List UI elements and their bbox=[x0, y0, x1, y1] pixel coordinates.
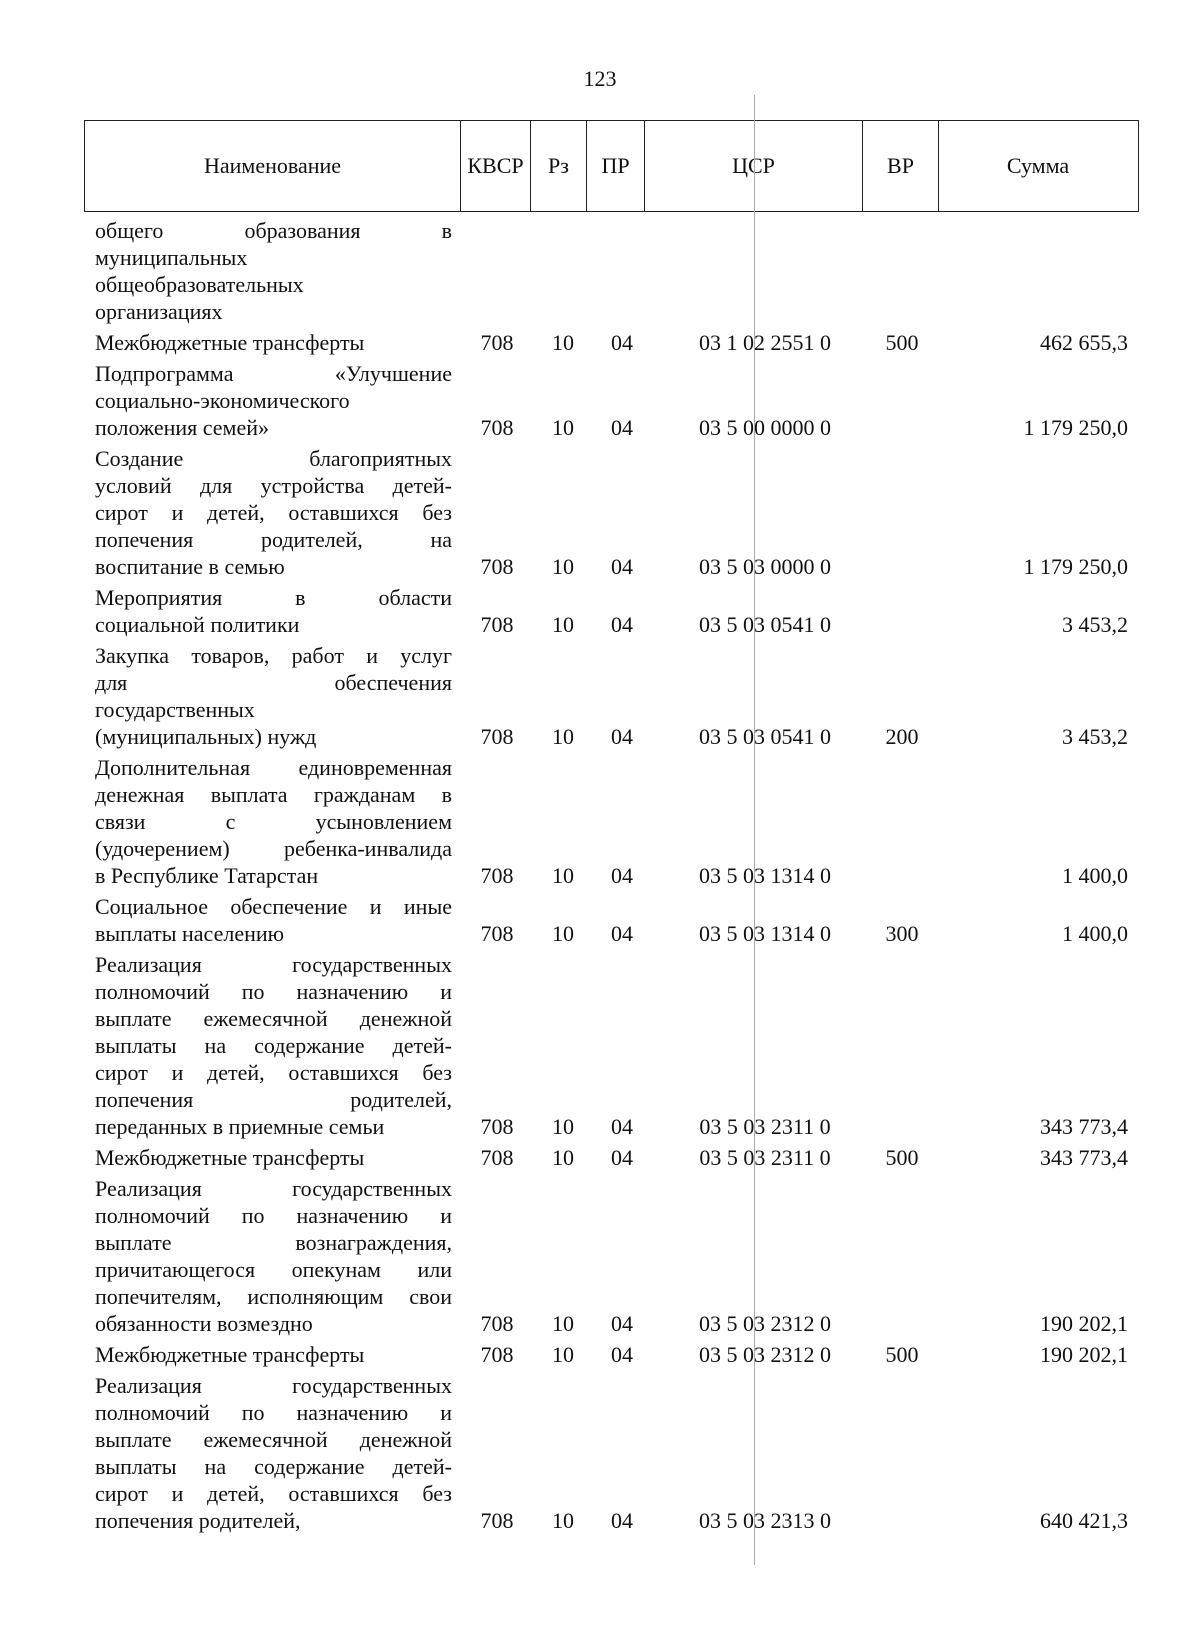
cell-rz: 10 bbox=[552, 1145, 574, 1170]
cell-sum: 640 421,3 bbox=[1040, 1508, 1128, 1533]
row-name-line: Межбюджетные трансферты bbox=[95, 1145, 365, 1170]
cell-rz: 10 bbox=[552, 1114, 574, 1139]
cell-sum: 190 202,1 bbox=[1040, 1311, 1128, 1336]
header-sum: Сумма bbox=[938, 121, 1137, 211]
table-row bbox=[0, 584, 1200, 638]
cell-sum: 3 453,2 bbox=[1062, 724, 1128, 749]
cell-vr: 500 bbox=[885, 1145, 919, 1170]
row-name-line: Подпрограмма «Улучшение bbox=[95, 361, 452, 386]
row-name-line: сирот и детей, оставшихся без bbox=[95, 1060, 452, 1085]
cell-sum: 1 179 250,0 bbox=[1023, 415, 1128, 440]
table-row bbox=[0, 754, 1200, 889]
cell-vr: 500 bbox=[885, 330, 919, 355]
cell-rz: 10 bbox=[552, 415, 574, 440]
header-vr: ВР bbox=[862, 121, 938, 211]
row-name-line: обязанности возмездно bbox=[95, 1311, 313, 1336]
header-name: Наименование bbox=[203, 153, 342, 178]
table-row bbox=[0, 642, 1200, 750]
row-name bbox=[95, 360, 452, 441]
cell-pr: 04 bbox=[611, 415, 633, 440]
row-name-line: (удочерением) ребенка-инвалида bbox=[95, 836, 452, 861]
cell-sum: 1 179 250,0 bbox=[1023, 554, 1128, 579]
cell-kvsr: 708 bbox=[480, 330, 514, 355]
row-name-line: положения семей» bbox=[95, 415, 270, 440]
row-name-line: выплате ежемесячной денежной bbox=[95, 1427, 452, 1452]
cell-pr: 04 bbox=[611, 1311, 633, 1336]
row-name bbox=[95, 217, 452, 325]
cell-pr: 04 bbox=[611, 612, 633, 637]
cell-vr: 500 bbox=[885, 1342, 919, 1367]
cell-csr: 03 5 03 0000 0 bbox=[699, 554, 831, 579]
cell-csr: 03 1 02 2551 0 bbox=[699, 330, 831, 355]
row-name-line: попечения родителей, на bbox=[95, 527, 452, 552]
cell-csr: 03 5 03 2312 0 bbox=[699, 1342, 831, 1367]
row-name-line: переданных в приемные семьи bbox=[95, 1114, 385, 1139]
row-name-line: социально-экономического bbox=[95, 388, 350, 413]
table-row bbox=[0, 951, 1200, 1140]
row-name bbox=[95, 1372, 452, 1534]
row-name-line: Закупка товаров, работ и услуг bbox=[95, 643, 452, 668]
row-name bbox=[95, 642, 452, 750]
row-name bbox=[95, 951, 452, 1140]
cell-pr: 04 bbox=[611, 1342, 633, 1367]
row-name-line: выплате вознаграждения, bbox=[95, 1230, 452, 1255]
row-name-line: сирот и детей, оставшихся без bbox=[95, 1481, 452, 1506]
table-row bbox=[0, 217, 1200, 325]
row-name bbox=[95, 893, 452, 947]
cell-kvsr: 708 bbox=[480, 1114, 514, 1139]
cell-rz: 10 bbox=[552, 330, 574, 355]
row-name bbox=[95, 584, 452, 638]
row-name-line: выплаты на содержание детей- bbox=[95, 1454, 452, 1479]
row-name-line: воспитание в семью bbox=[95, 554, 285, 579]
page-number: 123 bbox=[583, 66, 617, 91]
row-name-line: общеобразовательных bbox=[95, 272, 304, 297]
row-name-line: выплаты на содержание детей- bbox=[95, 1033, 452, 1058]
row-name-line: Реализация государственных bbox=[95, 1176, 452, 1201]
cell-pr: 04 bbox=[611, 330, 633, 355]
cell-csr: 03 5 03 0541 0 bbox=[699, 612, 831, 637]
row-name-line: полномочий по назначению и bbox=[95, 1400, 452, 1425]
header-kvsr: КВСР bbox=[460, 121, 530, 211]
cell-kvsr: 708 bbox=[480, 863, 514, 888]
cell-sum: 190 202,1 bbox=[1040, 1342, 1128, 1367]
cell-kvsr: 708 bbox=[480, 415, 514, 440]
row-name bbox=[95, 1341, 452, 1368]
cell-pr: 04 bbox=[611, 724, 633, 749]
cell-csr: 03 5 03 0541 0 bbox=[699, 724, 831, 749]
table-row bbox=[0, 893, 1200, 947]
row-name-line: Межбюджетные трансферты bbox=[95, 330, 365, 355]
table-row bbox=[0, 1144, 1200, 1171]
cell-rz: 10 bbox=[552, 863, 574, 888]
row-name-line: общего образования в bbox=[95, 218, 452, 243]
row-name-line: для обеспечения bbox=[95, 670, 452, 695]
cell-csr: 03 5 03 2312 0 bbox=[699, 1311, 831, 1336]
cell-pr: 04 bbox=[611, 921, 633, 946]
table-row bbox=[0, 1341, 1200, 1368]
cell-pr: 04 bbox=[611, 554, 633, 579]
table-row bbox=[0, 1372, 1200, 1534]
cell-csr: 03 5 03 2313 0 bbox=[699, 1508, 831, 1533]
table-row bbox=[0, 329, 1200, 356]
row-name-line: попечения родителей, bbox=[95, 1087, 452, 1112]
cell-rz: 10 bbox=[552, 724, 574, 749]
row-name-line: социальной политики bbox=[95, 612, 300, 637]
table-row bbox=[0, 445, 1200, 580]
row-name-line: полномочий по назначению и bbox=[95, 1203, 452, 1228]
cell-kvsr: 708 bbox=[480, 612, 514, 637]
cell-rz: 10 bbox=[552, 1508, 574, 1533]
row-name-line: денежная выплата гражданам в bbox=[95, 782, 452, 807]
row-name-line: причитающегося опекунам или bbox=[95, 1257, 452, 1282]
cell-pr: 04 bbox=[611, 1114, 633, 1139]
cell-sum: 343 773,4 bbox=[1040, 1145, 1128, 1170]
row-name-line: попечителям, исполняющим свои bbox=[95, 1284, 452, 1309]
row-name-line: выплаты населению bbox=[95, 921, 285, 946]
header-rz: Рз bbox=[530, 121, 586, 211]
cell-csr: 03 5 00 0000 0 bbox=[699, 415, 831, 440]
cell-rz: 10 bbox=[552, 554, 574, 579]
row-name bbox=[95, 329, 452, 356]
cell-csr: 03 5 03 2311 0 bbox=[699, 1114, 831, 1139]
cell-sum: 3 453,2 bbox=[1062, 612, 1128, 637]
row-name-line: государственных bbox=[95, 697, 255, 722]
table-header bbox=[84, 120, 1139, 212]
row-name-line: попечения родителей, bbox=[95, 1508, 301, 1533]
row-name-line: полномочий по назначению и bbox=[95, 979, 452, 1004]
cell-kvsr: 708 bbox=[480, 1145, 514, 1170]
row-name-line: сирот и детей, оставшихся без bbox=[95, 500, 452, 525]
row-name-line: Создание благоприятных bbox=[95, 446, 452, 471]
cell-vr: 200 bbox=[885, 724, 919, 749]
row-name-line: организациях bbox=[95, 299, 223, 324]
cell-kvsr: 708 bbox=[480, 554, 514, 579]
row-name-line: Межбюджетные трансферты bbox=[95, 1342, 365, 1367]
table-row bbox=[0, 1175, 1200, 1337]
cell-pr: 04 bbox=[611, 863, 633, 888]
cell-sum: 343 773,4 bbox=[1040, 1114, 1128, 1139]
row-name-line: муниципальных bbox=[95, 245, 248, 270]
row-name-line: связи с усыновлением bbox=[95, 809, 452, 834]
cell-kvsr: 708 bbox=[480, 1311, 514, 1336]
cell-csr: 03 5 03 2311 0 bbox=[699, 1145, 831, 1170]
cell-rz: 10 bbox=[552, 1311, 574, 1336]
row-name-line: Дополнительная единовременная bbox=[95, 755, 452, 780]
row-name-line: Реализация государственных bbox=[95, 1373, 452, 1398]
header-pr: ПР bbox=[586, 121, 644, 211]
cell-rz: 10 bbox=[552, 1342, 574, 1367]
row-name-line: условий для устройства детей- bbox=[95, 473, 452, 498]
cell-vr: 300 bbox=[885, 921, 919, 946]
page-fold-line bbox=[754, 95, 755, 1565]
cell-kvsr: 708 bbox=[480, 724, 514, 749]
row-name-line: Реализация государственных bbox=[95, 952, 452, 977]
cell-sum: 1 400,0 bbox=[1062, 863, 1128, 888]
cell-csr: 03 5 03 1314 0 bbox=[699, 863, 831, 888]
cell-sum: 462 655,3 bbox=[1040, 330, 1128, 355]
cell-kvsr: 708 bbox=[480, 1342, 514, 1367]
row-name-line: Социальное обеспечение и иные bbox=[95, 894, 452, 919]
cell-kvsr: 708 bbox=[480, 1508, 514, 1533]
row-name bbox=[95, 754, 452, 889]
row-name bbox=[95, 445, 452, 580]
row-name bbox=[95, 1175, 452, 1337]
row-name-line: в Республике Татарстан bbox=[95, 863, 319, 888]
row-name-line: выплате ежемесячной денежной bbox=[95, 1006, 452, 1031]
row-name-line: Мероприятия в области bbox=[95, 585, 452, 610]
cell-csr: 03 5 03 1314 0 bbox=[699, 921, 831, 946]
cell-rz: 10 bbox=[552, 612, 574, 637]
row-name bbox=[95, 1144, 452, 1171]
table-row bbox=[0, 360, 1200, 441]
cell-rz: 10 bbox=[552, 921, 574, 946]
header-csr: ЦСР bbox=[644, 121, 862, 211]
cell-sum: 1 400,0 bbox=[1062, 921, 1128, 946]
row-name-line: (муниципальных) нужд bbox=[95, 724, 317, 749]
cell-pr: 04 bbox=[611, 1145, 633, 1170]
cell-pr: 04 bbox=[611, 1508, 633, 1533]
cell-kvsr: 708 bbox=[480, 921, 514, 946]
